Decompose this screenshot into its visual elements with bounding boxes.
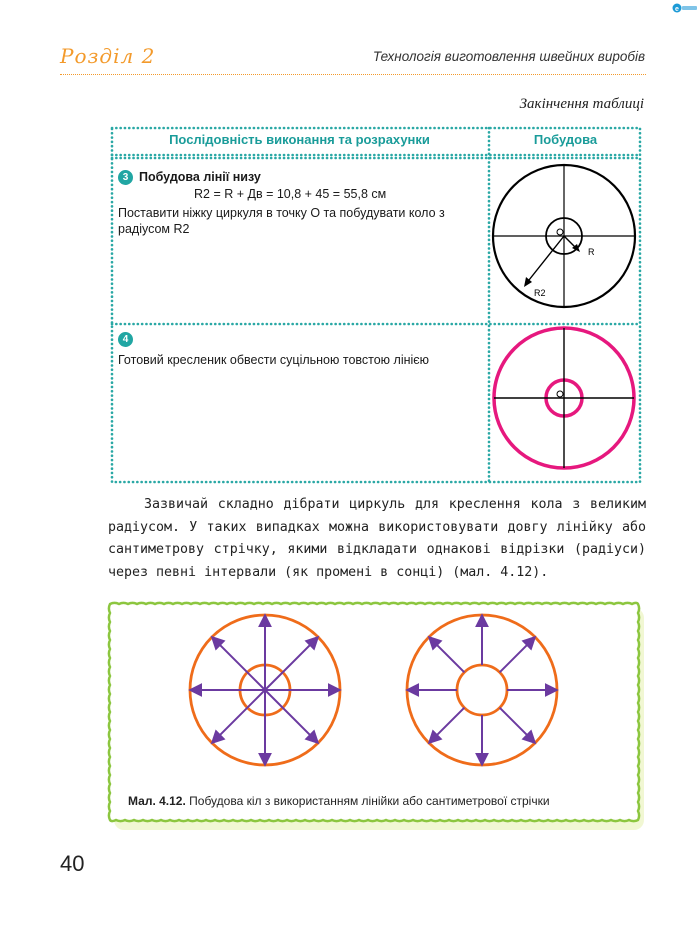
step-title: Побудова лінії низу (139, 170, 261, 184)
step-number-badge: 4 (118, 332, 133, 347)
header-divider (60, 74, 646, 75)
step3-label-r2: R2 (534, 288, 546, 298)
column-header-steps: Послідовність виконання та розрахунки (169, 132, 430, 147)
figure-caption-label: Мал. 4.12. (128, 794, 186, 808)
figure-caption-text: Побудова кіл з використанням лінійки або сантиметрової стрічки (189, 794, 550, 808)
body-paragraph (108, 494, 646, 584)
step3-label-r: R (588, 247, 595, 257)
figure-4-12 (104, 596, 648, 830)
section-label: Розділ 2 (60, 44, 156, 68)
book-title: Технологія виготовлення швейних виробів (372, 49, 645, 64)
table-continued-label: Закінчення таблиці (519, 96, 644, 112)
figure-caption (128, 794, 550, 808)
step-description: Поставити ніжку циркуля в точку О та побудувати коло з радіусом R2 (118, 206, 445, 236)
step4-drawing (494, 328, 634, 468)
wavy-frame (109, 603, 639, 821)
construction-table (110, 126, 642, 484)
step-number-badge: 3 (118, 170, 133, 185)
paragraph-text: Зазвичай складно дібрати циркуль для креслення кола з великим радіусом. У таких випадках можна використовувати довгу лінійку або сантиметрову стрічку, якими відкладати однакові відрізки (радіуси) через певні інтервали (як промені в сонці) (мал. 4.12). (108, 497, 646, 580)
page-number: 40 (60, 851, 85, 876)
step3-drawing (493, 165, 635, 307)
step-description: Готовий кресленик обвести суцільною товстою лінією (118, 353, 430, 367)
e-book-logo-icon (672, 2, 698, 14)
column-header-build: Побудова (533, 132, 598, 147)
step-formula: R2 = R + Дв = 10,8 + 45 = 55,8 см (194, 187, 387, 201)
circle-construction-left (190, 615, 340, 765)
radius-r-arrow (564, 236, 576, 248)
svg-text:e: e (675, 6, 679, 13)
